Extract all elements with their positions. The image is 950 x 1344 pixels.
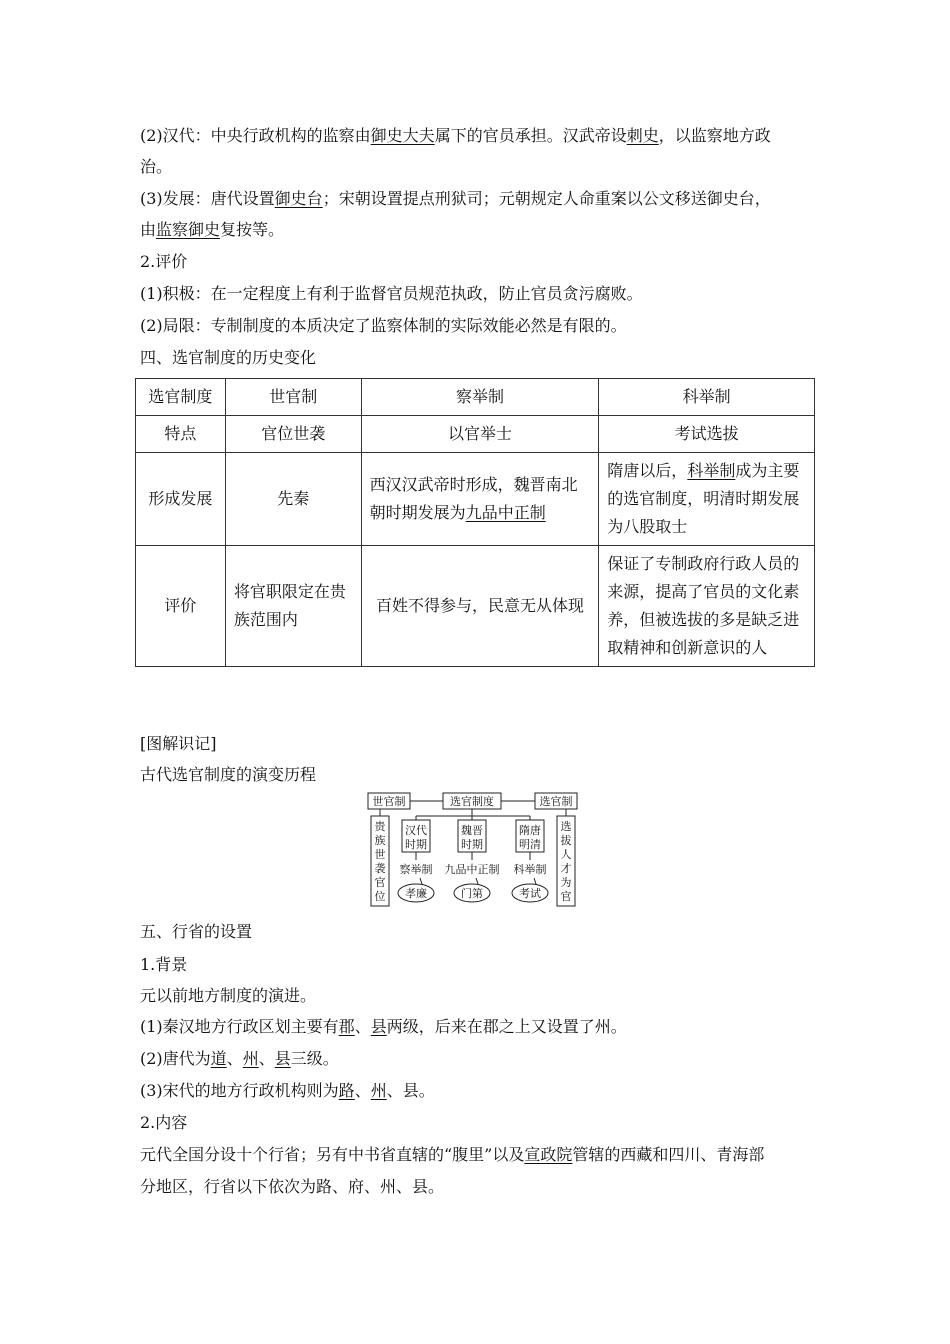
svg-text:汉代: 汉代: [405, 824, 427, 837]
qinhan-line: (1)秦汉地方行政区划主要有郡、县两级，后来在郡之上又设置了州。: [140, 1017, 627, 1036]
table-cell: 选官制度: [136, 379, 226, 416]
underlined-term: 州: [370, 1081, 387, 1100]
diagram-label: 世官制: [372, 795, 406, 808]
svg-text:时期: 时期: [405, 838, 427, 851]
table-cell: 特点: [136, 416, 226, 453]
table-cell: 考试选拔: [599, 416, 815, 453]
han-dynasty-line-cont: 治。: [140, 157, 173, 176]
section-heading: 五、行省的设置: [140, 922, 253, 941]
table-cell: 形成发展: [136, 453, 226, 546]
table-cell: 评价: [136, 546, 226, 667]
svg-text:拔: 拔: [560, 834, 572, 847]
underlined-term: 刺史: [626, 126, 659, 145]
content-heading: 2.内容: [140, 1113, 188, 1132]
table-row: [136, 379, 815, 416]
background-intro: 元以前地方制度的演进。: [140, 986, 317, 1005]
selection-evolution-diagram: [360, 790, 580, 910]
diagram-label: 选官制度: [450, 795, 494, 808]
svg-text:明清: 明清: [519, 838, 541, 851]
underlined-term: 九品中正制: [465, 503, 546, 522]
svg-text:贵: 贵: [374, 820, 386, 833]
song-line: (3)宋代的地方行政机构则为路、州、县。: [140, 1081, 435, 1100]
table-cell: 保证了专制政府行政人员的来源，提高了官员的文化素养，但被选拔的多是缺乏进取精神和创新意识的人: [599, 546, 815, 667]
underlined-term: 郡: [338, 1017, 355, 1036]
svg-text:人: 人: [560, 848, 572, 861]
svg-text:考试: 考试: [519, 887, 541, 900]
table-row: [136, 416, 815, 453]
table-row: [136, 546, 815, 667]
svg-text:族: 族: [374, 834, 386, 847]
svg-text:门第: 门第: [461, 887, 483, 900]
svg-text:为: 为: [560, 876, 572, 889]
svg-text:选: 选: [560, 820, 572, 833]
content-line: 元代全国分设十个行省；另有中书省直辖的“腹里”以及宣政院管辖的西藏和四川、青海部: [140, 1145, 765, 1164]
underlined-term: 县: [370, 1017, 387, 1036]
underlined-term: 路: [338, 1081, 355, 1100]
section-heading: 四、选官制度的历史变化: [140, 348, 317, 367]
svg-text:官: 官: [560, 890, 572, 903]
svg-text:时期: 时期: [461, 838, 483, 851]
selection-system-table: [135, 378, 815, 667]
underlined-term: 御史台: [274, 189, 323, 208]
figure-caption: 古代选官制度的演变历程: [140, 765, 317, 784]
table-cell: 察举制: [361, 379, 599, 416]
svg-text:孝廉: 孝廉: [405, 887, 427, 900]
table-cell: 先秦: [225, 453, 361, 546]
table-cell: 官位世袭: [225, 416, 361, 453]
table-cell: 将官职限定在贵族范围内: [225, 546, 361, 667]
table-cell: 隋唐以后，科举制成为主要的选官制度，明清时期发展为八股取士: [599, 453, 815, 546]
svg-text:袭: 袭: [374, 862, 386, 875]
underlined-term: 县: [274, 1049, 291, 1068]
han-dynasty-line: (2)汉代：中央行政机构的监察由御史大夫属下的官员承担。汉武帝设刺史，以监察地方政: [140, 126, 771, 145]
diagram-label: 九品中正制: [444, 863, 500, 876]
table-cell: 以官举士: [361, 416, 599, 453]
underlined-term: 御史大夫: [370, 126, 435, 145]
evaluation-negative: (2)局限：专制制度的本质决定了监察体制的实际效能必然是有限的。: [140, 316, 627, 335]
underlined-term: 监察御史: [156, 220, 221, 239]
background-heading: 1.背景: [140, 955, 188, 974]
evaluation-positive: (1)积极：在一定程度上有利于监督官员规范执政，防止官员贪污腐败。: [140, 284, 643, 303]
underlined-term: 道: [210, 1049, 227, 1068]
diagram-label: 察举制: [399, 863, 433, 876]
svg-text:隋唐: 隋唐: [519, 824, 541, 837]
underlined-term: 宣政院: [524, 1145, 573, 1164]
evaluation-heading: 2.评价: [140, 252, 188, 271]
diagram-label: 选官制: [539, 795, 573, 808]
svg-text:魏晋: 魏晋: [461, 824, 483, 837]
tang-line: (2)唐代为道、州、县三级。: [140, 1049, 339, 1068]
content-line-cont: 分地区，行省以下依次为路、府、州、县。: [140, 1177, 445, 1196]
diagram-label: 科举制: [513, 863, 547, 876]
svg-text:世: 世: [374, 848, 386, 861]
table-cell: 百姓不得参与，民意无从体现: [361, 546, 599, 667]
underlined-term: 州: [242, 1049, 259, 1068]
development-line: (3)发展：唐代设置御史台；宋朝设置提点刑狱司；元朝规定人命重案以公文移送御史台，: [140, 189, 771, 208]
table-cell: 西汉汉武帝时形成，魏晋南北朝时期发展为九品中正制: [361, 453, 599, 546]
development-line-cont: 由监察御史复按等。: [140, 220, 285, 239]
table-row: [136, 453, 815, 546]
table-cell: 世官制: [225, 379, 361, 416]
svg-text:才: 才: [560, 862, 572, 875]
table-cell: 科举制: [599, 379, 815, 416]
svg-text:官: 官: [374, 876, 386, 889]
svg-text:位: 位: [374, 890, 386, 903]
figure-bracket-title: [图解识记]: [140, 734, 217, 753]
underlined-term: 科举制: [687, 461, 736, 480]
